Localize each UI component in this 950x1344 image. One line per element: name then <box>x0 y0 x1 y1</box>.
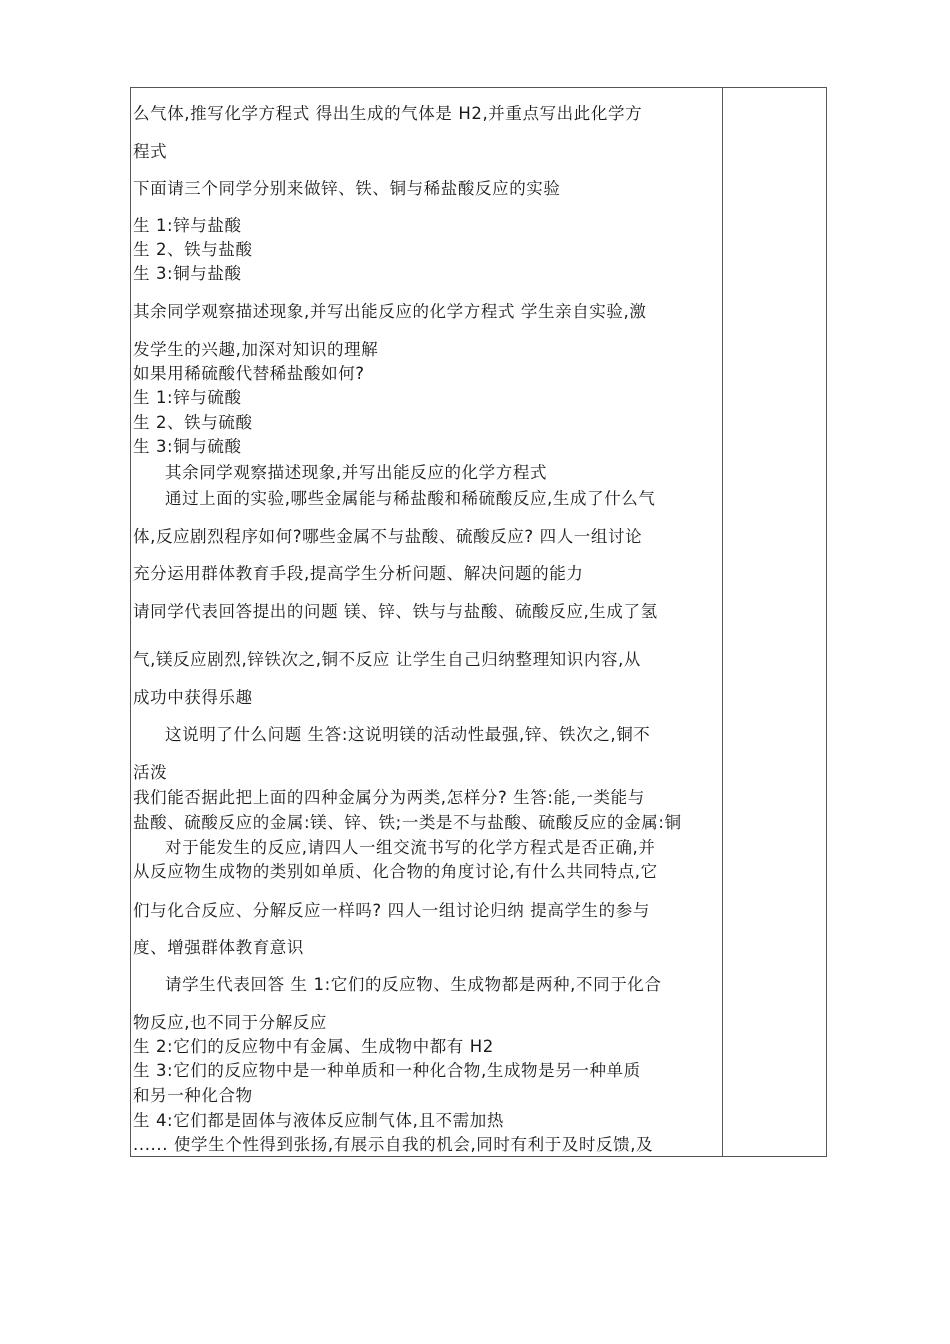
text-line: 生 4:它们都是固体与液体反应制气体,且不需加热 <box>133 1111 504 1130</box>
text-line: 生 2:它们的反应物中有金属、生成物中都有 H2 <box>133 1037 494 1056</box>
text-line: 生 1:锌与硫酸 <box>133 388 242 407</box>
text-line: 这说明了什么问题 生答:这说明镁的活动性最强,锌、铁次之,铜不 <box>165 725 651 744</box>
text-line: 请同学代表回答提出的问题 镁、锌、铁与与盐酸、硫酸反应,生成了氢 <box>133 602 658 621</box>
text-line: 通过上面的实验,哪些金属能与稀盐酸和稀硫酸反应,生成了什么气 <box>165 489 656 508</box>
text-line: 程式 <box>133 142 168 161</box>
text-line: 物反应,也不同于分解反应 <box>133 1013 327 1032</box>
text-line: 生 3:它们的反应物中是一种单质和一种化合物,生成物是另一种单质 <box>133 1061 641 1080</box>
text-line: 生 1:锌与盐酸 <box>133 216 242 235</box>
lesson-content-cell <box>133 88 719 1156</box>
text-line: 盐酸、硫酸反应的金属:镁、锌、铁;一类是不与盐酸、硫酸反应的金属:铜 <box>133 813 682 832</box>
text-line: 么气体,推写化学方程式 得出生成的气体是 H2,并重点写出此化学方 <box>133 104 643 123</box>
text-line: 气,镁反应剧烈,锌铁次之,铜不反应 让学生自己归纳整理知识内容,从 <box>133 650 642 669</box>
text-line: 体,反应剧烈程序如何?哪些金属不与盐酸、硫酸反应? 四人一组讨论 <box>133 527 643 546</box>
notes-cell <box>723 88 826 1156</box>
text-line: 发学生的兴趣,加深对知识的理解 <box>133 340 379 359</box>
text-line: 下面请三个同学分别来做锌、铁、铜与稀盐酸反应的实验 <box>133 179 561 198</box>
text-line: 其余同学观察描述现象,并写出能反应的化学方程式 <box>165 463 548 482</box>
text-line: 度、增强群体教育意识 <box>133 938 304 957</box>
text-line: 我们能否据此把上面的四种金属分为两类,怎样分? 生答:能,一类能与 <box>133 788 645 807</box>
text-line: 其余同学观察描述现象,并写出能反应的化学方程式 学生亲自实验,激 <box>133 302 647 321</box>
text-line: 活泼 <box>133 763 168 782</box>
text-line: 请学生代表回答 生 1:它们的反应物、生成物都是两种,不同于化合 <box>165 975 662 994</box>
text-line: 生 2、铁与盐酸 <box>133 240 253 259</box>
text-line: 充分运用群体教育手段,提高学生分析问题、解决问题的能力 <box>133 564 584 583</box>
lesson-table <box>130 87 827 1157</box>
text-line: 生 2、铁与硫酸 <box>133 413 253 432</box>
text-line: 生 3:铜与硫酸 <box>133 437 242 456</box>
text-line: 和另一种化合物 <box>133 1086 253 1105</box>
text-line: 从反应物生成物的类别如单质、化合物的角度讨论,有什么共同特点,它 <box>133 862 658 881</box>
text-line: 们与化合反应、分解反应一样吗? 四人一组讨论归纳 提高学生的参与 <box>133 901 650 920</box>
text-line: 如果用稀硫酸代替稀盐酸如何? <box>133 364 365 383</box>
text-line: 对于能发生的反应,请四人一组交流书写的化学方程式是否正确,并 <box>165 838 656 857</box>
text-line: 成功中获得乐趣 <box>133 688 253 707</box>
text-line: 生 3:铜与盐酸 <box>133 264 242 283</box>
text-line: ...... 使学生个性得到张扬,有展示自我的机会,同时有利于及时反馈,及 <box>133 1135 654 1154</box>
